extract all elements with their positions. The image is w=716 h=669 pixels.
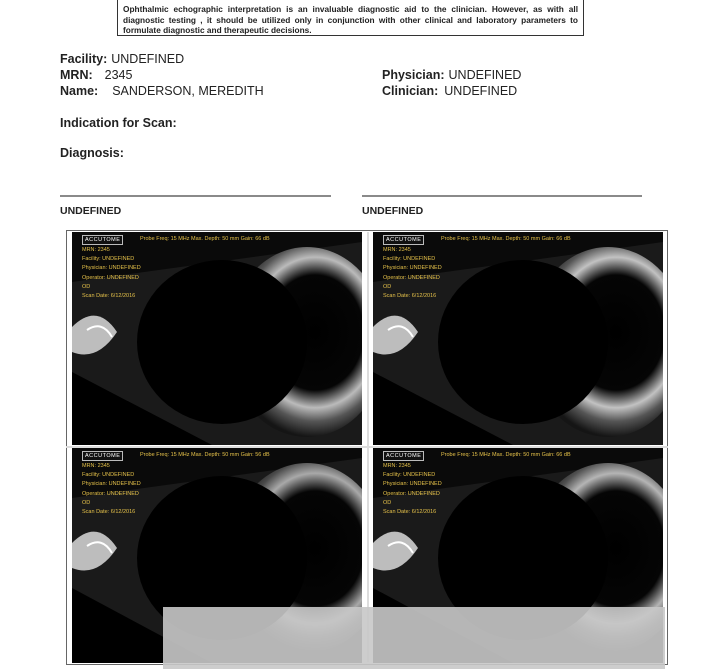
scan-metadata (82, 246, 141, 301)
facility-label: Facility: (60, 52, 108, 66)
gray-overlay-panel (163, 607, 665, 669)
accutome-logo: ACCUTOME (82, 235, 123, 245)
mrn-value: 2345 (104, 68, 133, 82)
scan-meta-line: Facility: UNDEFINED (383, 472, 436, 479)
accutome-logo: ACCUTOME (82, 451, 123, 461)
scan-params: Probe Freq: 15 MHz Max. Depth: 50 mm Gain: 56 dB (140, 452, 270, 458)
scan-meta-line: OD (82, 499, 91, 506)
scan-meta-line: MRN: 2345 (383, 463, 411, 469)
right-rule (362, 195, 642, 197)
scan-meta-line: Physician: UNDEFINED (383, 265, 442, 272)
scan-meta-line: Scan Date: 6/12/2016 (383, 293, 437, 300)
scan-meta-line: Operator: UNDEFINED (383, 274, 440, 281)
scan-meta-line: OD (383, 283, 392, 290)
indication-label: Indication for Scan: (60, 116, 177, 130)
scan-meta-line: Facility: UNDEFINED (82, 256, 135, 263)
physician-value: UNDEFINED (448, 68, 522, 82)
accutome-logo: ACCUTOME (383, 451, 424, 461)
scan-meta-line: OD (383, 499, 392, 506)
right-panel-title: UNDEFINED (362, 205, 424, 217)
scan-meta-line: Physician: UNDEFINED (383, 481, 442, 488)
diagnosis-label: Diagnosis: (60, 146, 124, 160)
accutome-logo: ACCUTOME (383, 235, 424, 245)
scan-meta-line: MRN: 2345 (383, 247, 411, 253)
scan-metadata (82, 462, 141, 517)
ultrasound-scan-1 (72, 232, 362, 445)
scan-meta-line: Facility: UNDEFINED (383, 256, 436, 263)
scan-meta-line: Operator: UNDEFINED (82, 490, 139, 497)
grid-horizontal-divider (66, 446, 668, 448)
name-value: SANDERSON, MEREDITH (112, 84, 264, 98)
left-rule (60, 195, 331, 197)
scan-meta-line: Scan Date: 6/12/2016 (82, 509, 136, 516)
scan-metadata (383, 246, 442, 301)
clinician-label: Clinician: (382, 84, 439, 98)
name-field (60, 84, 264, 98)
ultrasound-scan-2 (373, 232, 663, 445)
scan-meta-line: Scan Date: 6/12/2016 (82, 293, 136, 300)
mrn-field (60, 68, 132, 82)
clinician-field (382, 84, 517, 98)
scan-params: Probe Freq: 15 MHz Max. Depth: 50 mm Gain: 66 dB (140, 236, 270, 242)
scan-meta-line: Scan Date: 6/12/2016 (383, 509, 437, 516)
scan-params: Probe Freq: 15 MHz Max. Depth: 50 mm Gain: 66 dB (441, 236, 571, 242)
disclaimer-box: Ophthalmic echographic interpretation is an invaluable diagnostic aid to the clinician. However, as with all diagnostic testing , it should be utilized only in conjunction with other clinical and laboratory parameters to formulate diagnostic and therapeutic decisions. (117, 0, 584, 36)
physician-label: Physician: (382, 68, 445, 82)
scan-meta-line: Physician: UNDEFINED (82, 481, 141, 488)
scan-meta-line: Facility: UNDEFINED (82, 472, 135, 479)
scan-meta-line: Operator: UNDEFINED (383, 490, 440, 497)
physician-field (382, 68, 521, 82)
scan-meta-line: Operator: UNDEFINED (82, 274, 139, 281)
scan-params: Probe Freq: 15 MHz Max. Depth: 50 mm Gain: 66 dB (441, 452, 571, 458)
facility-value: UNDEFINED (111, 52, 185, 66)
scan-meta-line: MRN: 2345 (82, 463, 110, 469)
mrn-label: MRN: (60, 68, 93, 82)
facility-field (60, 52, 184, 66)
scan-meta-line: Physician: UNDEFINED (82, 265, 141, 272)
scan-meta-line: MRN: 2345 (82, 247, 110, 253)
name-label: Name: (60, 84, 99, 98)
clinician-value: UNDEFINED (444, 84, 518, 98)
scan-meta-line: OD (82, 283, 91, 290)
scan-metadata (383, 462, 442, 517)
left-panel-title: UNDEFINED (60, 205, 122, 217)
